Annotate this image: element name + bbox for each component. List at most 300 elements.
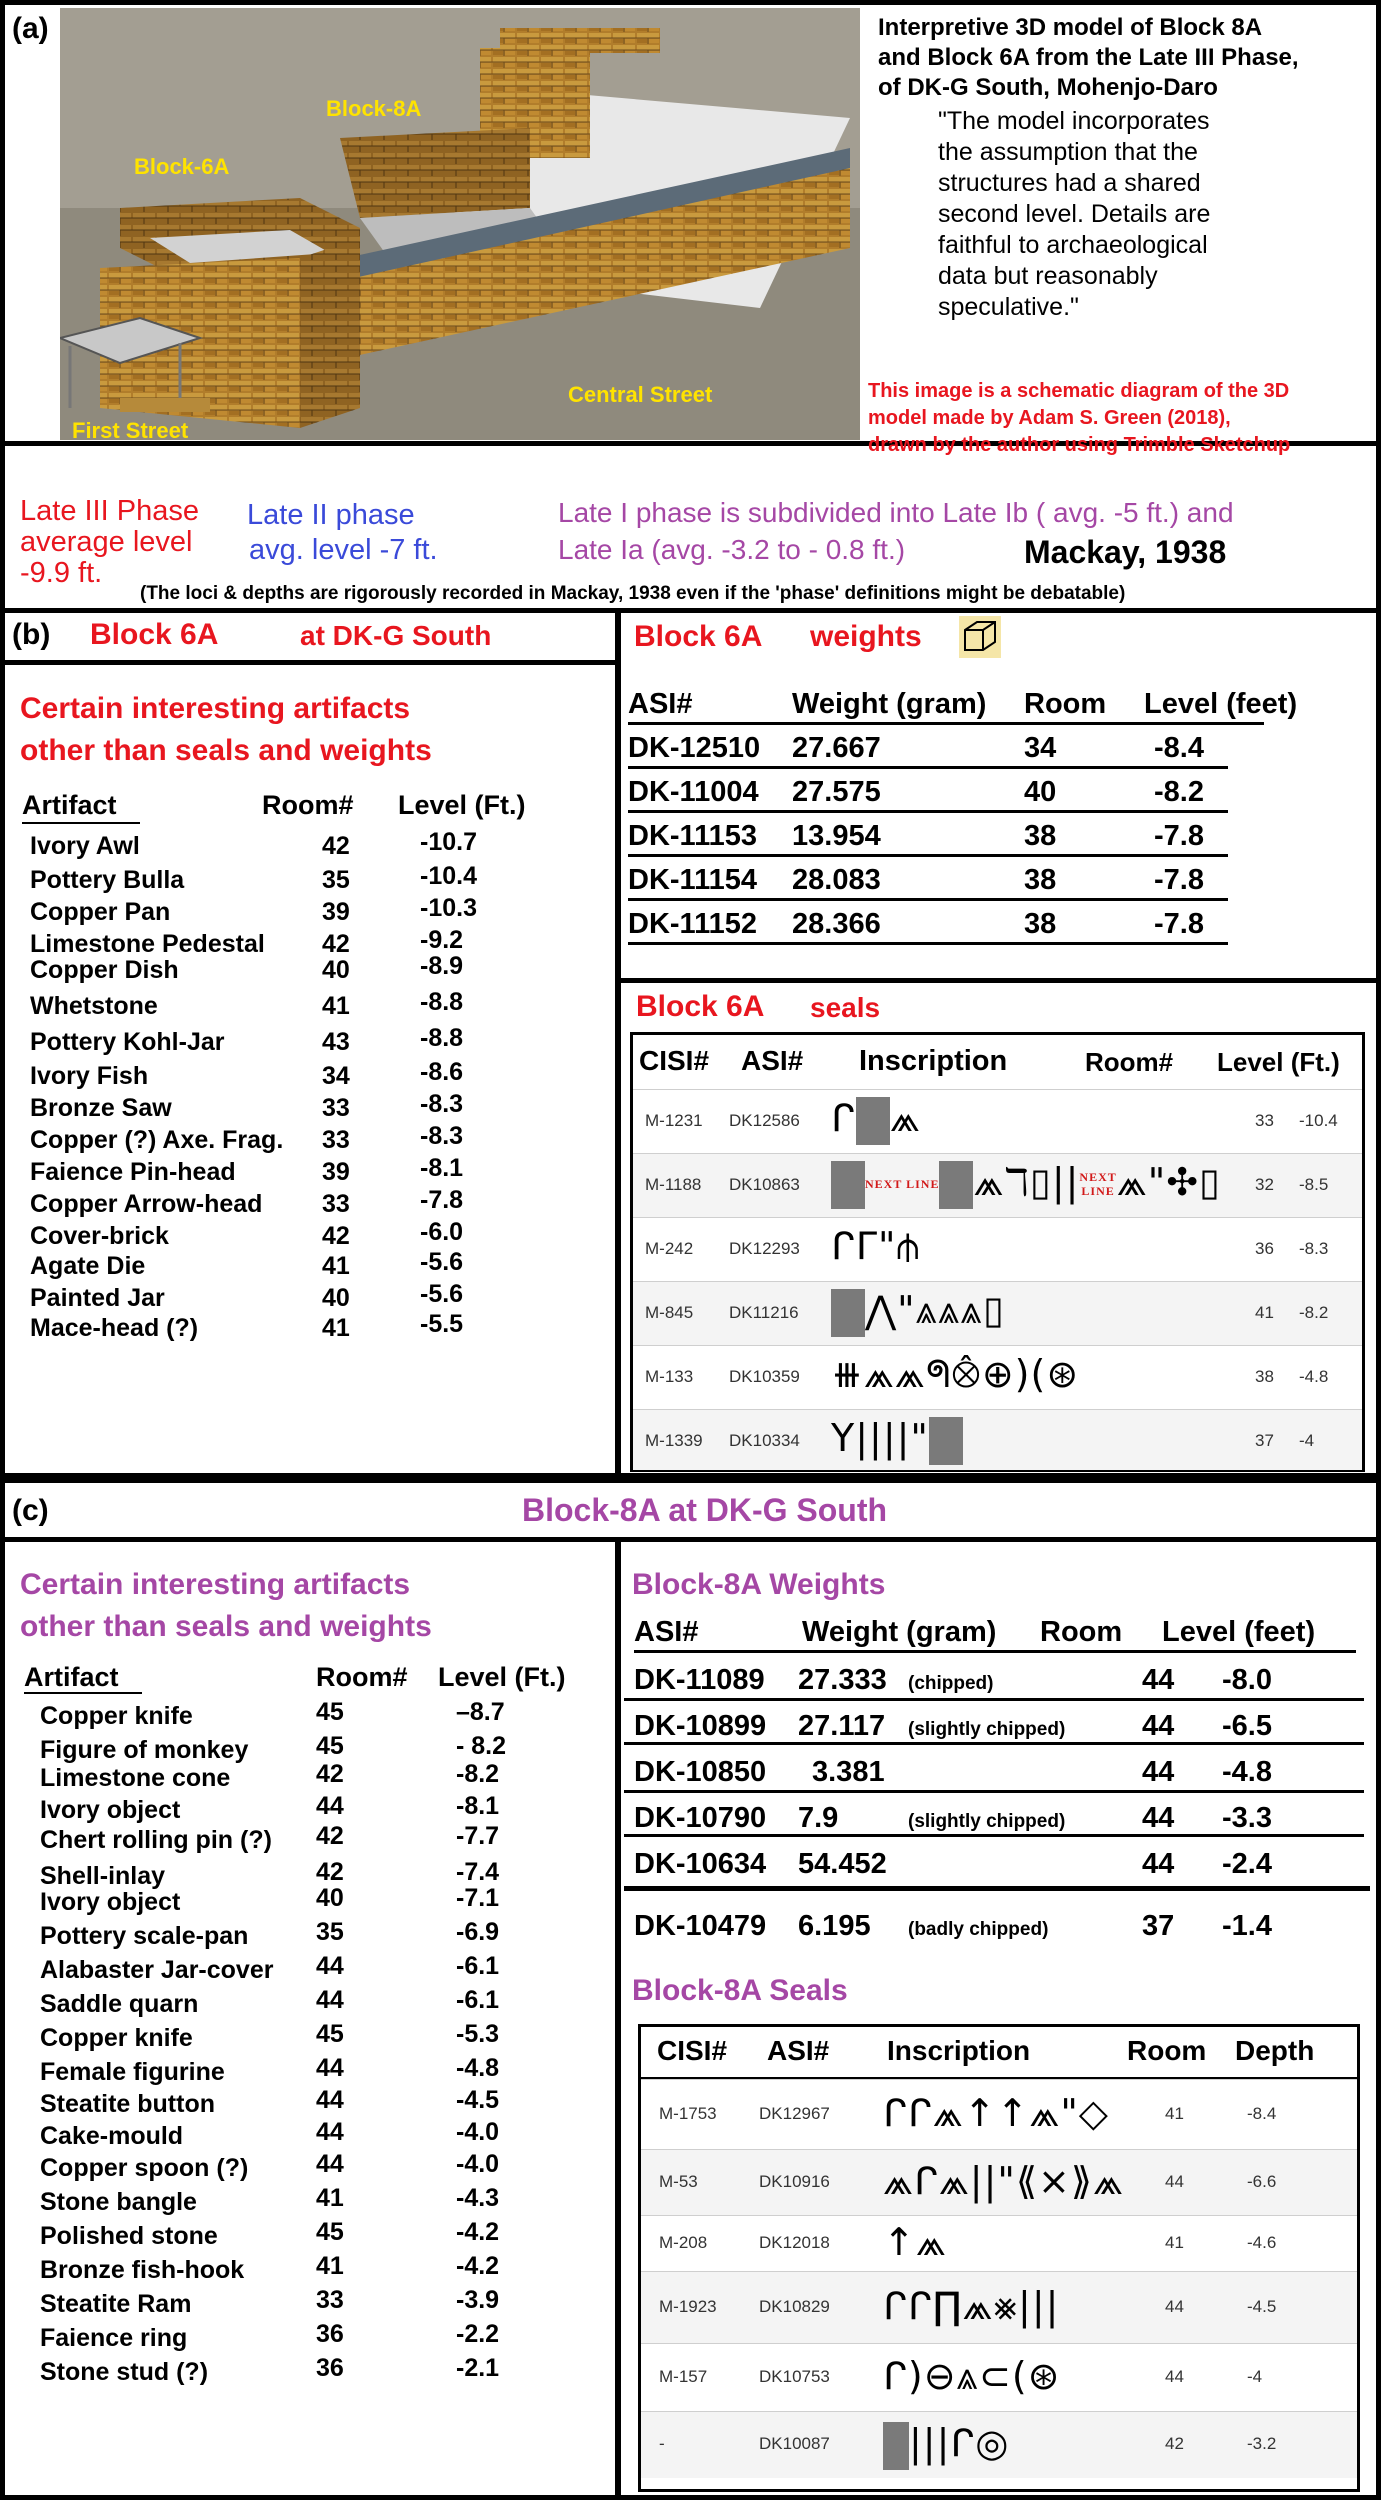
- seal-room: 41: [1165, 2233, 1184, 2252]
- block6a-seals-title: Block 6A: [636, 990, 765, 1023]
- weight-header: Level (feet): [1162, 1616, 1316, 1648]
- artifact-name: Cake-mould: [40, 2122, 184, 2150]
- weight-cell: 38: [1024, 820, 1057, 852]
- seal-row: [633, 1281, 1362, 1346]
- artifact-level: -8.8: [420, 1024, 464, 1052]
- weight-gram: 3.381: [812, 1756, 885, 1788]
- artifact-level: -8.6: [420, 1058, 464, 1086]
- seal-inscription-glyphs: ⩕ᒋ⩕||"⟪⨯⟫⩕: [883, 2159, 1124, 2203]
- seal-room: 44: [1165, 2297, 1184, 2316]
- artifact-room: 41: [322, 992, 350, 1020]
- artifact-room: 33: [316, 2286, 344, 2314]
- artifact-name: Stone stud (?): [40, 2358, 209, 2386]
- seal-row: [633, 1153, 1362, 1218]
- c-seal-header-room: Room: [1127, 2035, 1207, 2066]
- artifact-name: Bronze Saw: [30, 1094, 172, 1122]
- artifact-level: -7.7: [456, 1822, 500, 1850]
- seal-asi: DK11216: [729, 1303, 799, 1322]
- artifact-level: -5.5: [420, 1310, 464, 1338]
- model-credit-note: This image is a schematic diagram of the 3D model made by Adam S. Green (2018), drawn by the author using Trimble Sketchup: [868, 380, 1291, 456]
- label-block-6a: Block-6A: [134, 154, 230, 179]
- weight-row-line: [624, 1698, 1364, 1701]
- block6a-weights-title: Block 6A: [634, 620, 763, 653]
- artifact-level: -3.9: [456, 2286, 500, 2314]
- artifact-name: Copper knife: [40, 2024, 193, 2052]
- weight-cell: 13.954: [792, 820, 881, 852]
- seal-row: [641, 2343, 1357, 2412]
- block-3d-model-image: [60, 8, 860, 443]
- artifact-room: 42: [322, 1222, 350, 1250]
- artifact-name: Copper knife: [40, 1702, 193, 1730]
- block6a-artifacts-heading: Certain interesting artifacts other than seals and weights: [20, 692, 432, 767]
- artifact-name: Pottery Kohl-Jar: [30, 1028, 225, 1056]
- artifact-room: 40: [322, 1284, 350, 1312]
- artifact-level: -5.6: [420, 1280, 464, 1308]
- artifact-name: Agate Die: [30, 1252, 146, 1280]
- artifact-level: -8.3: [420, 1122, 464, 1150]
- artifact-name: Ivory object: [40, 1796, 181, 1824]
- weight-row-line: [624, 1790, 1364, 1793]
- late1-phase: Late I phase is subdivided into Late Ib ( avg. -5 ft.) and Late Ia (avg. -3.2 to - 0.8 ft.): [558, 497, 1234, 565]
- artifact-name: Mace-head (?): [30, 1314, 199, 1342]
- model-title-line1: Interpretive 3D model of Block 8A: [878, 14, 1263, 41]
- block8a-artifact-header-artifact: Artifact: [24, 1662, 119, 1692]
- block8a-seals-title: Block-8A Seals: [632, 1974, 848, 2007]
- block6a-artifact-header-underline: [22, 822, 140, 824]
- seal-level: -4: [1299, 1431, 1315, 1450]
- weight-cell: 40: [1024, 776, 1057, 808]
- weight-header: ASI#: [634, 1616, 699, 1648]
- artifact-room: 40: [316, 1884, 344, 1912]
- weight-cell: 34: [1024, 732, 1057, 764]
- seal-cisi: -: [659, 2434, 665, 2453]
- weight-level: -3.3: [1222, 1802, 1272, 1834]
- weight-header: Weight (gram): [802, 1616, 997, 1648]
- seal-cisi: M-1188: [645, 1175, 702, 1194]
- artifact-room: 45: [316, 2218, 344, 2246]
- c-seal-header-depth: Depth: [1235, 2035, 1315, 2066]
- mackay-reference: Mackay, 1938: [1024, 534, 1227, 570]
- seal-room: 44: [1165, 2172, 1184, 2191]
- seal-room: 37: [1255, 1431, 1274, 1450]
- seal-depth: -4: [1247, 2367, 1263, 2386]
- model-title-line2: and Block 6A from the Late III Phase,: [878, 44, 1299, 71]
- block6a-artifact-header-room: Room#: [262, 790, 354, 820]
- artifact-level: -8.2: [456, 1760, 500, 1788]
- weight-level: -1.4: [1222, 1910, 1272, 1942]
- weight-condition: (chipped): [908, 1673, 994, 1694]
- weight-row-line: [628, 942, 1228, 945]
- artifact-room: 42: [316, 1822, 344, 1850]
- seal-level: -8.2: [1299, 1303, 1329, 1322]
- block6a-title: Block 6A: [90, 618, 219, 651]
- seal-depth: -8.4: [1247, 2104, 1277, 2123]
- weight-cell: 28.083: [792, 864, 881, 896]
- weight-gram: 27.333: [798, 1664, 887, 1696]
- artifact-name: Saddle quarn: [40, 1990, 199, 2018]
- artifact-name: Ivory Fish: [30, 1062, 149, 1090]
- artifact-level: -4.2: [456, 2252, 500, 2280]
- artifact-name: Polished stone: [40, 2222, 218, 2250]
- weight-gram: 7.9: [798, 1802, 839, 1834]
- artifact-level: -8.3: [420, 1090, 464, 1118]
- artifact-name: Pottery scale-pan: [40, 1922, 249, 1950]
- artifact-name: Steatite Ram: [40, 2290, 192, 2318]
- seal-inscription-glyphs: NEXT LINE ⩕ℸ▯||NEXT LINE⩕"✣▯: [831, 1160, 1221, 1209]
- c-seal-header-inscription: Inscription: [887, 2035, 1031, 2066]
- weight-row-line: [628, 854, 1228, 857]
- seal-cisi: M-1753: [659, 2104, 717, 2123]
- seal-inscription-glyphs: ᒋᒥ"⫛: [831, 1224, 921, 1268]
- seal-room: 32: [1255, 1175, 1274, 1194]
- seal-inscription-glyphs: ↑⩕: [883, 2220, 947, 2264]
- artifact-level: -5.6: [420, 1248, 464, 1276]
- artifact-name: Shell-inlay: [40, 1862, 166, 1890]
- artifact-room: 35: [316, 1918, 344, 1946]
- seal-room: 33: [1255, 1111, 1274, 1130]
- c-seal-header-cisi: CISI#: [657, 2035, 728, 2066]
- artifact-level: -8.1: [420, 1154, 464, 1182]
- artifact-name: Figure of monkey: [40, 1736, 249, 1764]
- seal-inscription-glyphs: ⋀"⩓⩓⩓▯: [831, 1288, 1005, 1337]
- artifact-room: 42: [322, 832, 350, 860]
- seal-row: [633, 1345, 1362, 1410]
- seal-room: 42: [1165, 2434, 1184, 2453]
- seal-level: -10.4: [1299, 1111, 1338, 1130]
- artifact-level: -6.0: [420, 1218, 464, 1246]
- seal-room: 38: [1255, 1367, 1274, 1386]
- weight-room: 44: [1142, 1802, 1175, 1834]
- seal-cisi: M-242: [645, 1239, 694, 1258]
- artifact-name: Steatite button: [40, 2090, 215, 2118]
- seal-asi: DK10753: [759, 2367, 830, 2386]
- weight-cell: -8.2: [1154, 776, 1204, 808]
- weight-asi: DK-10899: [634, 1710, 767, 1742]
- artifact-room: 44: [316, 2118, 344, 2146]
- weight-row-line: [624, 1834, 1364, 1837]
- artifact-room: 42: [316, 1760, 344, 1788]
- artifact-name: Copper Dish: [30, 956, 179, 984]
- seal-room: 36: [1255, 1239, 1274, 1258]
- weight-condition: (slightly chipped): [908, 1811, 1066, 1832]
- artifact-name: Chert rolling pin (?): [40, 1826, 272, 1854]
- artifact-level: -6.1: [456, 1986, 500, 2014]
- seal-level: -8.5: [1299, 1175, 1329, 1194]
- weight-cell: 27.575: [792, 776, 881, 808]
- artifact-room: 44: [316, 2086, 344, 2114]
- block6a-weights-title-suffix: weights: [810, 620, 922, 653]
- artifact-level: -2.2: [456, 2320, 500, 2348]
- artifact-room: 44: [316, 1952, 344, 1980]
- block6a-title-suffix: at DK-G South: [300, 620, 492, 651]
- seal-asi: DK12586: [729, 1111, 800, 1130]
- artifact-room: 41: [316, 2252, 344, 2280]
- weight-header: Room: [1024, 688, 1107, 720]
- panel-c-label: (c): [12, 1494, 49, 1527]
- seal-level: -4.8: [1299, 1367, 1329, 1386]
- artifact-room: 41: [322, 1252, 350, 1280]
- weight-level: -4.8: [1222, 1756, 1272, 1788]
- weight-condition: (badly chipped): [908, 1919, 1049, 1940]
- seal-room: 41: [1165, 2104, 1184, 2123]
- phase-footnote: (The loci & depths are rigorously recorded in Mackay, 1938 even if the 'phase' definitions might be debatable): [140, 583, 1126, 604]
- artifact-level: -4.3: [456, 2184, 500, 2212]
- seal-depth: -4.5: [1247, 2297, 1277, 2316]
- artifact-room: 40: [322, 956, 350, 984]
- artifact-level: -2.1: [456, 2354, 500, 2382]
- block8a-seals-table: [638, 2024, 1360, 2492]
- block8a-artifacts-heading: Certain interesting artifacts other than seals and weights: [20, 1568, 432, 1643]
- weight-row-line: [628, 898, 1228, 901]
- seal-row: [633, 1409, 1362, 1470]
- seal-cisi: M-1231: [645, 1111, 703, 1130]
- artifact-room: 45: [316, 1732, 344, 1760]
- artifact-room: 43: [322, 1028, 350, 1056]
- seal-row: [641, 2149, 1357, 2216]
- block8a-artifact-header-level: Level (Ft.): [438, 1662, 566, 1692]
- artifact-room: 42: [316, 1858, 344, 1886]
- weight-room: 44: [1142, 1848, 1175, 1880]
- artifact-room: 35: [322, 866, 350, 894]
- c-seal-header-asi: ASI#: [767, 2035, 830, 2066]
- seal-cisi: M-53: [659, 2172, 698, 2191]
- artifact-name: Ivory object: [40, 1888, 181, 1916]
- artifact-room: 45: [316, 1698, 344, 1726]
- artifact-level: -8.1: [456, 1792, 500, 1820]
- weight-gram: 54.452: [798, 1848, 887, 1880]
- seal-inscription-glyphs: ᒋ)⊖⩓⊂(⊛: [883, 2354, 1061, 2398]
- artifact-room: 44: [316, 1986, 344, 2014]
- weight-cell: -7.8: [1154, 820, 1204, 852]
- seal-room: 41: [1255, 1303, 1274, 1322]
- weight-room: 44: [1142, 1710, 1175, 1742]
- weight-cell: 38: [1024, 908, 1057, 940]
- artifact-room: 33: [322, 1126, 350, 1154]
- weight-header: ASI#: [628, 688, 693, 720]
- artifact-room: 36: [316, 2354, 344, 2382]
- weight-cell: DK-11152: [628, 908, 757, 940]
- artifact-name: Faience ring: [40, 2324, 188, 2352]
- block8a-artifact-header-room: Room#: [316, 1662, 408, 1692]
- seal-row: [641, 2215, 1357, 2272]
- artifact-name: Faience Pin-head: [30, 1158, 236, 1186]
- panel-b-left-divider: [0, 660, 620, 665]
- artifact-room: 34: [322, 1062, 350, 1090]
- artifact-name: Stone bangle: [40, 2188, 197, 2216]
- weight-asi: DK-10790: [634, 1802, 767, 1834]
- weight-asi: DK-10850: [634, 1756, 767, 1788]
- artifact-level: -10.4: [420, 862, 477, 890]
- artifact-room: 39: [322, 898, 350, 926]
- artifact-room: 45: [316, 2020, 344, 2048]
- artifact-level: -6.9: [456, 1918, 500, 1946]
- weight-asi: DK-10479: [634, 1910, 767, 1942]
- weight-cell: -8.4: [1154, 732, 1204, 764]
- artifact-name: Whetstone: [30, 992, 158, 1020]
- artifact-name: Limestone cone: [40, 1764, 231, 1792]
- artifact-name: Copper Pan: [30, 898, 171, 926]
- late2-phase: Late II phase avg. level -7 ft.: [247, 499, 438, 566]
- panel-a-label: (a): [12, 12, 49, 45]
- artifact-room: 42: [322, 930, 350, 958]
- seal-cisi: M-133: [645, 1367, 694, 1386]
- seal-cisi: M-845: [645, 1303, 694, 1322]
- artifact-name: Copper spoon (?): [40, 2154, 249, 2182]
- b-seal-header-inscription: Inscription: [859, 1045, 1008, 1077]
- seal-asi: DK12018: [759, 2233, 830, 2252]
- seal-asi: DK12293: [729, 1239, 800, 1258]
- model-quote: "The model incorporates the assumption that the structures had a shared second level. Details are faithful to archaeological data but reasonably speculative.": [938, 107, 1211, 321]
- artifact-level: –8.7: [456, 1698, 505, 1726]
- weight-asi: DK-11089: [634, 1664, 765, 1696]
- weight-cell: -7.8: [1154, 864, 1204, 896]
- b-seal-header-level: Level (Ft.): [1217, 1047, 1340, 1077]
- seal-cisi: M-157: [659, 2367, 708, 2386]
- weight-gram: 27.117: [798, 1710, 886, 1742]
- late3-phase: Late III Phase average level -9.9 ft.: [20, 495, 199, 589]
- artifact-room: 33: [322, 1190, 350, 1218]
- weight-room: 44: [1142, 1664, 1175, 1696]
- weight-cell: DK-11154: [628, 864, 757, 896]
- seal-row: [641, 2271, 1357, 2344]
- seal-inscription-glyphs: Y||||": [831, 1416, 963, 1465]
- label-central-street: Central Street: [568, 382, 713, 407]
- seal-asi: DK10829: [759, 2297, 830, 2316]
- seal-inscription-glyphs: ⧻⩕⩕ᖗ⨶⊕)(⊛: [831, 1352, 1080, 1396]
- artifact-level: -4.0: [456, 2150, 500, 2178]
- seal-inscription-glyphs: ᒋᒋ⩕↑↑⩕"◇: [883, 2091, 1110, 2135]
- artifact-level: -4.8: [456, 2054, 500, 2082]
- seal-row: [641, 2411, 1357, 2478]
- weight-level: -8.0: [1222, 1664, 1272, 1696]
- artifact-room: 44: [316, 1792, 344, 1820]
- seal-asi: DK12967: [759, 2104, 830, 2123]
- artifact-room: 44: [316, 2054, 344, 2082]
- seal-cisi: M-1339: [645, 1431, 703, 1450]
- seal-inscription-glyphs: ᒋᒋ∏⩕⨳|||: [883, 2284, 1060, 2328]
- artifact-name: Copper Arrow-head: [30, 1190, 263, 1218]
- weight-condition: (slightly chipped): [908, 1719, 1066, 1740]
- artifact-name: Limestone Pedestal: [30, 930, 265, 958]
- weight-header-line: [634, 1650, 1356, 1653]
- seal-row: [633, 1217, 1362, 1282]
- weight-row-line: [624, 1886, 1370, 1891]
- weight-cell: DK-11004: [628, 776, 759, 808]
- artifact-room: 44: [316, 2150, 344, 2178]
- artifact-level: -4.2: [456, 2218, 500, 2246]
- b-seal-header-room: Room#: [1085, 1047, 1174, 1077]
- weight-cell: DK-11153: [628, 820, 757, 852]
- seal-inscription-glyphs: |||ᒋ◎: [883, 2421, 1009, 2470]
- seal-inscription-glyphs: ᒋ ⩕: [831, 1096, 921, 1145]
- weight-cell: 38: [1024, 864, 1057, 896]
- block8a-title: Block-8A at DK-G South: [522, 1492, 888, 1528]
- weight-header: Room: [1040, 1616, 1123, 1648]
- artifact-room: 39: [322, 1158, 350, 1186]
- artifact-level: -4.5: [456, 2086, 500, 2114]
- weight-header: Level (feet): [1144, 688, 1298, 720]
- weight-row-line: [628, 810, 1228, 813]
- weight-cell: 28.366: [792, 908, 881, 940]
- block8a-artifact-header-underline: [24, 1692, 142, 1694]
- weight-row-line: [628, 766, 1228, 769]
- weight-cell: -7.8: [1154, 908, 1204, 940]
- artifact-level: -7.4: [456, 1858, 500, 1886]
- label-first-street: First Street: [72, 418, 189, 443]
- model-title-line3: of DK-G South, Mohenjo-Daro: [878, 74, 1218, 101]
- block8a-weights-title: Block-8A Weights: [632, 1568, 886, 1601]
- artifact-name: Female figurine: [40, 2058, 225, 2086]
- artifact-level: -9.2: [420, 926, 464, 954]
- seal-depth: -3.2: [1247, 2434, 1277, 2453]
- weight-header-line: [628, 722, 1264, 725]
- seal-asi: DK10863: [729, 1175, 800, 1194]
- label-block-8a: Block-8A: [326, 96, 422, 121]
- weight-level: -6.5: [1222, 1710, 1272, 1742]
- artifact-level: -10.3: [420, 894, 477, 922]
- artifact-level: - 8.2: [456, 1732, 507, 1760]
- artifact-level: -4.0: [456, 2118, 500, 2146]
- weight-cell: 27.667: [792, 732, 881, 764]
- weight-header: Weight (gram): [792, 688, 987, 720]
- seal-room: 44: [1165, 2367, 1184, 2386]
- b-seal-header-asi: ASI#: [741, 1045, 804, 1076]
- artifact-level: -6.1: [456, 1952, 500, 1980]
- artifact-level: -7.8: [420, 1186, 464, 1214]
- artifact-name: Copper (?) Axe. Frag.: [30, 1126, 284, 1154]
- artifact-name: Bronze fish-hook: [40, 2256, 245, 2284]
- seal-depth: -6.6: [1247, 2172, 1277, 2191]
- artifact-room: 36: [316, 2320, 344, 2348]
- seal-asi: DK10359: [729, 1367, 800, 1386]
- block6a-artifact-header-artifact: Artifact: [22, 790, 117, 820]
- seal-level: -8.3: [1299, 1239, 1329, 1258]
- artifact-name: Painted Jar: [30, 1284, 165, 1312]
- weight-level: -2.4: [1222, 1848, 1272, 1880]
- weight-cell: DK-12510: [628, 732, 761, 764]
- seal-cisi: M-208: [659, 2233, 708, 2252]
- artifact-name: Pottery Bulla: [30, 866, 185, 894]
- artifact-room: 41: [322, 1314, 350, 1342]
- weight-room: 44: [1142, 1756, 1175, 1788]
- artifact-name: Cover-brick: [30, 1222, 169, 1250]
- weight-gram: 6.195: [798, 1910, 871, 1942]
- b-seal-header-cisi: CISI#: [639, 1045, 710, 1076]
- artifact-level: -10.7: [420, 828, 477, 856]
- seal-row: [633, 1089, 1362, 1154]
- artifact-level: -8.9: [420, 952, 464, 980]
- artifact-name: Alabaster Jar-cover: [40, 1956, 274, 1984]
- seal-row: [641, 2079, 1357, 2150]
- block6a-seals-title-suffix: seals: [810, 992, 881, 1023]
- artifact-level: -7.1: [456, 1884, 500, 1912]
- artifact-level: -5.3: [456, 2020, 500, 2048]
- seal-asi: DK10087: [759, 2434, 830, 2453]
- weight-room: 37: [1142, 1910, 1175, 1942]
- seal-depth: -4.6: [1247, 2233, 1277, 2252]
- weight-asi: DK-10634: [634, 1848, 767, 1880]
- artifact-name: Ivory Awl: [30, 832, 140, 860]
- block6a-artifact-header-level: Level (Ft.): [398, 790, 526, 820]
- artifact-level: -8.8: [420, 988, 464, 1016]
- weight-row-line: [624, 1742, 1364, 1745]
- panel-b-label: (b): [12, 618, 51, 651]
- artifact-room: 41: [316, 2184, 344, 2212]
- seal-asi: DK10916: [759, 2172, 830, 2191]
- seal-cisi: M-1923: [659, 2297, 717, 2316]
- block6a-seals-table: [630, 1032, 1365, 1472]
- artifact-room: 33: [322, 1094, 350, 1122]
